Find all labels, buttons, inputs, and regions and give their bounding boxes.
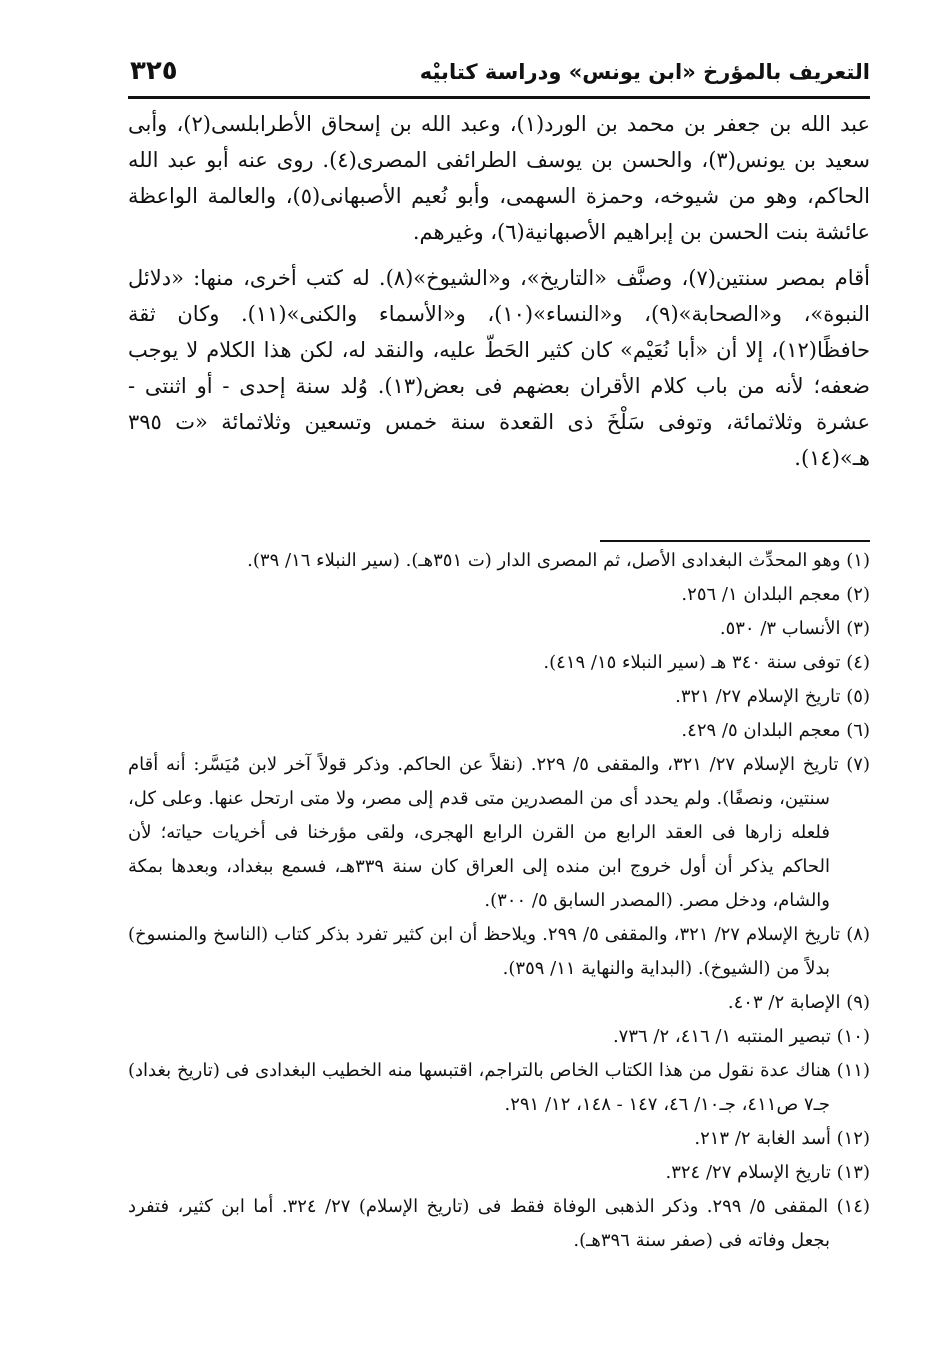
footnote-11: (١١) هناك عدة نقول من هذا الكتاب الخاص بالتراجم، اقتبسها منه الخطيب البغدادى فى (تاريخ بغداد) جـ٧ ص٤١١، جـ١٠/ ٤٦، ١٤٧ - ١٤٨، ١٢/ ٢٩١. [128, 1060, 870, 1115]
footnote-13: (١٣) تاريخ الإسلام ٢٧/ ٣٢٤. [665, 1162, 870, 1183]
footnote-4: (٤) توفى سنة ٣٤٠ هـ (سير النبلاء ١٥/ ٤١٩). [543, 652, 870, 673]
footnote-7: (٧) تاريخ الإسلام ٢٧/ ٣٢١، والمقفى ٥/ ٢٢٩. (نقلاً عن الحاكم. وذكر قولاً آخر لابن مُيَسَّر: أنه أقام سنتين، ونصفًا). ولم يحدد أى من المصدرين متى قدم إلى مصر، ولا متى ارتحل عنها. وعلى كل، فلعله زارها فى العقد الرابع من القرن الرابع الهجرى، ولقى مؤرخنا فى أخريات حياته؛ لأن الحاكم يذكر أن أول خروج ابن منده إلى العراق كان سنة ٣٣٩هـ، فسمع ببغداد، وبعدها بمكة والشام، ودخل مصر. (المصدر السابق ٥/ ٣٠٠). [128, 754, 870, 911]
running-header [128, 56, 870, 96]
footnotes [128, 544, 870, 1258]
paragraph-2: أقام بمصر سنتين(٧)، وصنَّف «التاريخ»، و«الشيوخ»(٨). له كتب أخرى، منها: «دلائل النبوة»، و«الصحابة»(٩)، و«النساء»(١٠)، و«الأسماء والكنى»(١١). وكان ثقة حافظًا(١٢)، إلا أن «أبا نُعَيْم» كان كثير الحَطّ عليه، والنقد له، لكن هذا الكلام لا يوجب ضعفه؛ لأنه من باب كلام الأقران بعضهم فى بعض(١٣). وُلد سنة إحدى - أو اثنتى - عشرة وثلاثمائة، وتوفى سَلْخَ ذى القعدة سنة خمس وتسعين وثلاثمائة «ت ٣٩٥ هـ»(١٤). [128, 266, 871, 470]
footnote-2: (٢) معجم البلدان ١/ ٢٥٦. [681, 584, 870, 605]
footnote-12: (١٢) أسد الغابة ٢/ ٢١٣. [694, 1128, 870, 1149]
header-rule [128, 96, 870, 99]
page-number: ٣٢٥ [130, 56, 178, 86]
header-title: التعريف بالمؤرخ «ابن يونس» ودراسة كتابيْه [419, 60, 870, 84]
footnote-5: (٥) تاريخ الإسلام ٢٧/ ٣٢١. [675, 686, 870, 707]
main-text [128, 106, 870, 476]
footnote-10: (١٠) تبصير المنتبه ١/ ٤١٦، ٢/ ٧٣٦. [612, 1026, 870, 1047]
footnote-6: (٦) معجم البلدان ٥/ ٤٢٩. [681, 720, 870, 741]
footnote-separator [600, 540, 870, 542]
footnote-3: (٣) الأنساب ٣/ ٥٣٠. [719, 618, 870, 639]
footnote-1: (١) وهو المحدِّث البغدادى الأصل، ثم المصرى الدار (ت ٣٥١هـ). (سير النبلاء ١٦/ ٣٩). [247, 550, 870, 571]
paragraph-1: عبد الله بن جعفر بن محمد بن الورد(١)، وعبد الله بن إسحاق الأطرابلسى(٢)، وأبى سعيد بن يونس(٣)، والحسن بن يوسف الطرائفى المصرى(٤). روى عنه أبو عبد الله الحاكم، وهو من شيوخه، وحمزة السهمى، وأبو نُعيم الأصبهانى(٥)، والعالمة الواعظة عائشة بنت الحسن بن إبراهيم الأصبهانية(٦)، وغيرهم. [128, 112, 870, 244]
footnote-8: (٨) تاريخ الإسلام ٢٧/ ٣٢١، والمقفى ٥/ ٢٩٩. ويلاحظ أن ابن كثير تفرد بذكر كتاب (الناسخ والمنسوخ) بدلاً من (الشيوخ). (البداية والنهاية ١١/ ٣٥٩). [128, 924, 870, 979]
footnote-9: (٩) الإصابة ٢/ ٤٠٣. [727, 992, 870, 1013]
footnote-14: (١٤) المقفى ٥/ ٢٩٩. وذكر الذهبى الوفاة فقط فى (تاريخ الإسلام) ٢٧/ ٣٢٤. أما ابن كثير، فتفرد بجعل وفاته فى (صفر سنة ٣٩٦هـ). [128, 1196, 870, 1251]
